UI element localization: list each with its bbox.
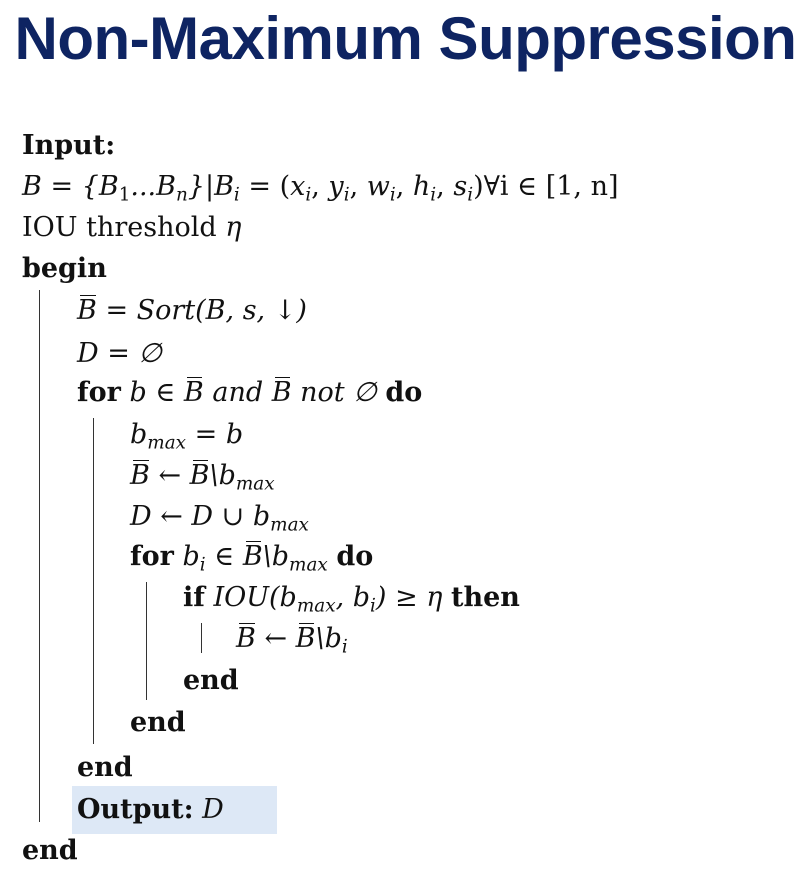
- sort-step: [77, 294, 307, 328]
- if-keyword: if: [183, 582, 205, 613]
- end-inner-for-keyword: end: [130, 707, 186, 738]
- inner-loop-rule: [146, 582, 147, 700]
- tuple-x: x: [290, 171, 306, 202]
- assign-arrow: ←: [264, 623, 288, 654]
- assign-arrow: ←: [158, 460, 182, 491]
- tuple-y-index: i: [343, 184, 350, 206]
- then-keyword: then: [450, 582, 520, 613]
- if-block-rule: [201, 623, 202, 653]
- iou-threshold-label: IOU threshold: [22, 212, 226, 243]
- box-index: i: [233, 184, 240, 206]
- box-set-close: }|B: [187, 171, 234, 202]
- iou-function: IOU(b: [213, 582, 297, 613]
- box-set-open: {B: [81, 171, 119, 202]
- iou-comparison: ) ≥ η: [375, 582, 443, 613]
- b-bar-symbol: B: [236, 623, 256, 654]
- do-keyword: do: [336, 541, 374, 572]
- element-of: ∈: [214, 541, 235, 572]
- remove-bmax-step: [130, 459, 275, 493]
- box-set-first-index: 1: [118, 184, 131, 206]
- suppressed-index: i: [341, 636, 348, 658]
- inner-loop-variable: b: [182, 541, 200, 572]
- tuple-w-index: i: [389, 184, 396, 206]
- max-subscript: max: [289, 554, 328, 576]
- end-if-keyword: end: [183, 665, 239, 696]
- box-set-dots: ...B: [130, 171, 176, 202]
- suppress-step: [236, 622, 348, 656]
- tuple-s-index: i: [467, 184, 474, 206]
- b-bar-symbol: B: [271, 377, 292, 408]
- set-minus: \b: [315, 623, 342, 654]
- b-bar-symbol: B: [183, 377, 204, 408]
- max-subscript: max: [270, 514, 309, 536]
- output-value: D: [202, 794, 224, 825]
- end-outer-for-keyword: end: [77, 752, 133, 783]
- bmax-assign: [130, 418, 243, 452]
- max-subscript: max: [235, 473, 275, 495]
- set-minus: \b: [262, 541, 290, 572]
- box-set-last-index: n: [175, 184, 188, 206]
- not-empty: not ∅: [300, 377, 377, 408]
- max-subscript: max: [296, 595, 336, 617]
- b-bar-symbol: B: [295, 623, 316, 654]
- loop-index: i: [199, 554, 206, 576]
- box-set-symbol: B: [22, 171, 42, 202]
- tuple-y: y: [328, 171, 344, 202]
- iou-threshold: [22, 211, 241, 245]
- output-line: [77, 793, 224, 827]
- b-bar-symbol: B: [242, 541, 263, 572]
- if-iou-condition: [183, 581, 520, 615]
- iou-second-arg: , b: [335, 582, 371, 613]
- slide-title: Non-Maximum Suppression: [14, 5, 797, 72]
- end-begin-keyword: end: [22, 835, 78, 866]
- for-keyword: for: [77, 377, 121, 408]
- iou-arg-index: i: [370, 595, 376, 617]
- max-subscript: max: [147, 432, 187, 454]
- equals-sign: =: [50, 171, 74, 202]
- forall-clause: )∀i ∈ [1, n]: [473, 171, 619, 202]
- do-keyword: do: [385, 377, 423, 408]
- bmax-rhs: = b: [194, 419, 244, 450]
- tuple-h: h: [412, 171, 431, 202]
- add-to-d-step: [130, 500, 309, 534]
- outer-for-loop: [77, 376, 422, 410]
- input-label: Input:: [22, 130, 116, 161]
- b-bar-symbol: B: [130, 460, 150, 491]
- tuple-w: w: [366, 171, 390, 202]
- tuple-x-index: i: [305, 184, 312, 206]
- and-word: and: [212, 377, 264, 408]
- inner-for-loop: [130, 540, 373, 574]
- begin-block-rule: [39, 290, 40, 822]
- d-union-expression: D ← D ∪ b: [130, 501, 271, 532]
- tuple-h-index: i: [430, 184, 437, 206]
- set-minus: \b: [209, 460, 236, 491]
- d-init-step: D = ∅: [77, 338, 162, 369]
- b-bar-symbol: B: [77, 295, 97, 326]
- begin-keyword: begin: [22, 253, 107, 284]
- output-label: Output:: [77, 794, 194, 825]
- for-keyword: for: [130, 541, 174, 572]
- tuple-s: s: [453, 171, 468, 202]
- sort-expression: = Sort(B, s, ↓): [105, 295, 307, 326]
- bmax-symbol: b: [130, 419, 148, 450]
- eta-symbol: η: [225, 212, 242, 243]
- box-tuple-open: = (: [248, 171, 291, 202]
- input-box-set: $B = \{B_1...B_n\}|B_i = (x_i$, $y_i$, $w_i$, $h_i$, $s_i)\forall i$ ∈ [1, n]: [22, 171, 619, 206]
- outer-loop-rule: [93, 418, 94, 744]
- loop-variable: b ∈: [129, 377, 176, 408]
- b-bar-symbol: B: [189, 460, 210, 491]
